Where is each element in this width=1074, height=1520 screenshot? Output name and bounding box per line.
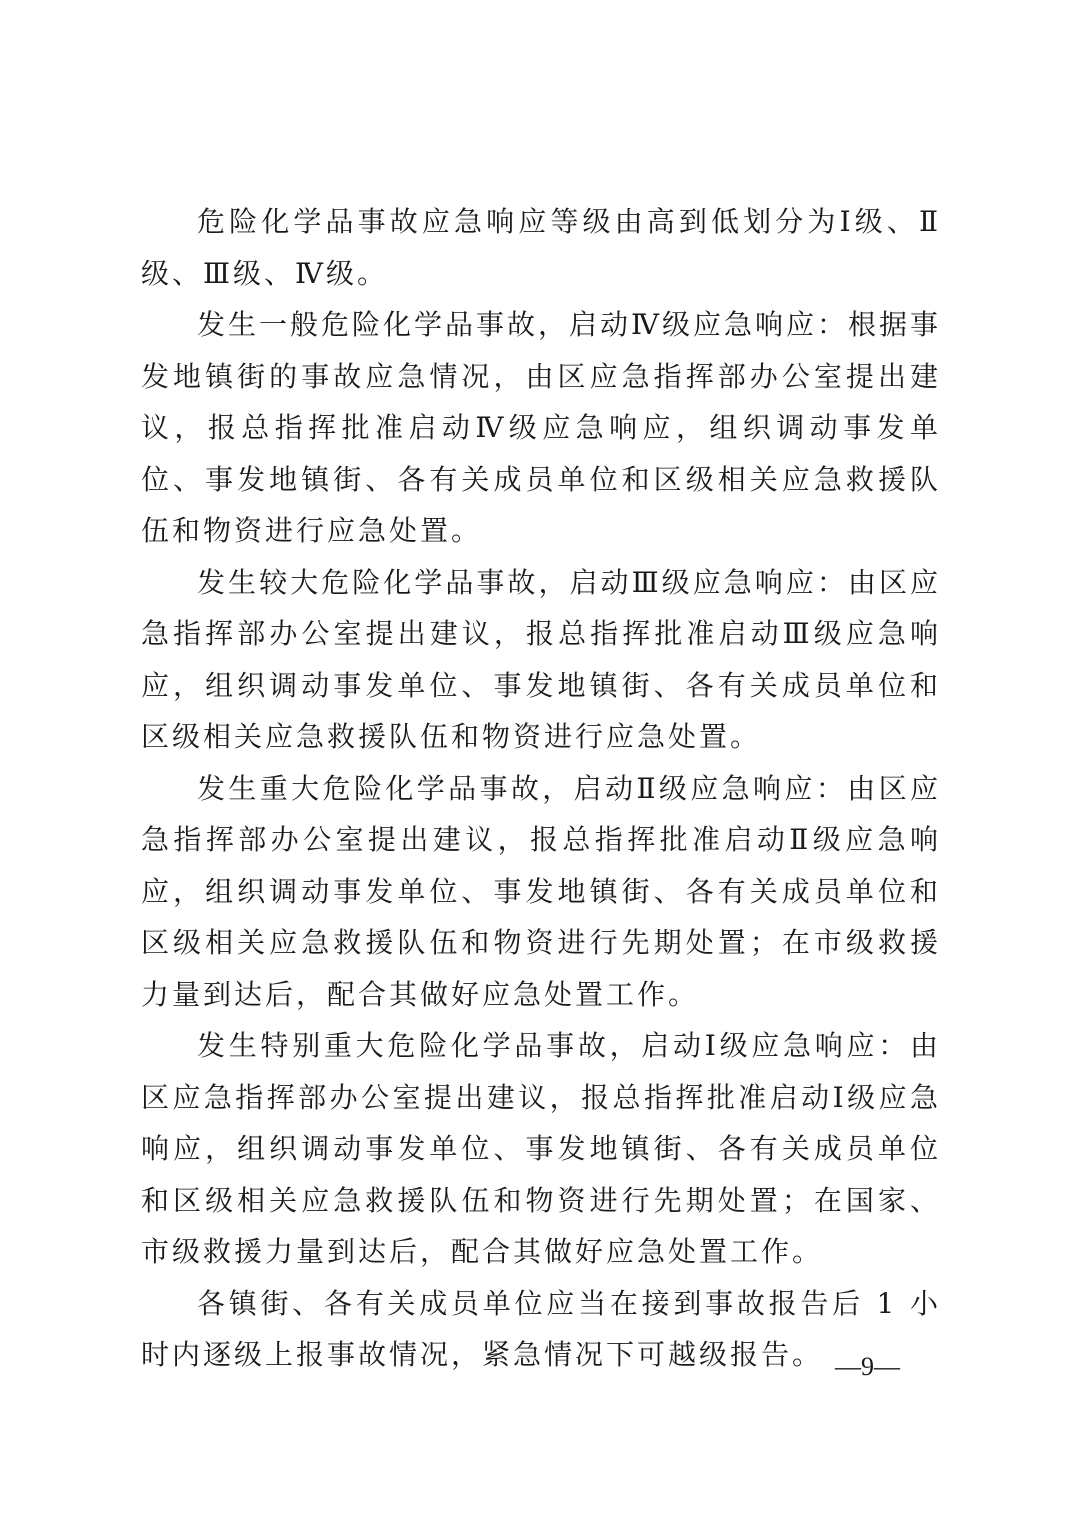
paragraph-level-i: 发生特别重大危险化学品事故，启动Ⅰ级应急响应：由区应急指挥部办公室提出建议，报总指挥批准启动Ⅰ级应急响应，组织调动事发单位、事发地镇街、各有关成员单位和区级相关应急救援队伍和物资进行先期处置；在国家、市级救援力量到达后，配合其做好应急处置工作。 [141, 1029, 941, 1268]
paragraph-response-levels: 危险化学品事故应急响应等级由高到低划分为Ⅰ级、Ⅱ级、Ⅲ级、Ⅳ级。 [141, 205, 941, 290]
paragraph-level-iii: 发生较大危险化学品事故，启动Ⅲ级应急响应：由区应急指挥部办公室提出建议，报总指挥批准启动Ⅲ级应急响应，组织调动事发单位、事发地镇街、各有关成员单位和区级相关应急救援队伍和物资进行应急处置。 [141, 565, 941, 753]
page-number: —9— [835, 1352, 900, 1381]
paragraph-level-iv: 发生一般危险化学品事故，启动Ⅳ级应急响应：根据事发地镇街的事故应急情况，由区应急指挥部办公室提出建议，报总指挥批准启动Ⅳ级应急响应，组织调动事发单位、事发地镇街、各有关成员单位和区级相关应急救援队伍和物资进行应急处置。 [141, 308, 941, 547]
body-text [141, 196, 941, 1381]
paragraph-level-ii: 发生重大危险化学品事故，启动Ⅱ级应急响应：由区应急指挥部办公室提出建议，报总指挥批准启动Ⅱ级应急响应，组织调动事发单位、事发地镇街、各有关成员单位和区级相关应急救援队伍和物资进行先期处置；在市级救援力量到达后，配合其做好应急处置工作。 [141, 771, 941, 1011]
paragraph-reporting: 各镇街、各有关成员单位应当在接到事故报告后 1 小时内逐级上报事故情况，紧急情况下可越级报告。 [141, 1286, 941, 1371]
